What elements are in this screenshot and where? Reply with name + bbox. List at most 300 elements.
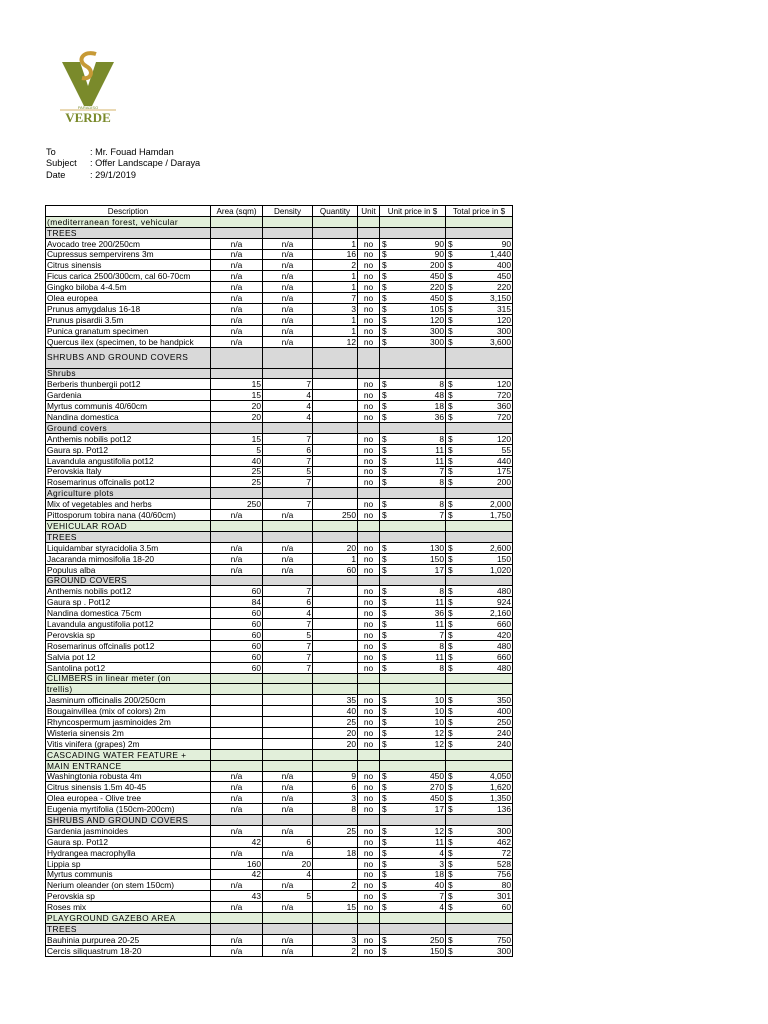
empty-cell	[358, 749, 380, 760]
item-area: n/a	[211, 238, 263, 249]
price-value: 2,000	[490, 499, 511, 510]
item-density: n/a	[263, 325, 313, 336]
meta-value: : Mr. Fouad Hamdan	[90, 147, 174, 157]
currency-symbol: $	[382, 238, 387, 249]
item-area: n/a	[211, 564, 263, 575]
table-row	[46, 804, 513, 815]
empty-cell	[313, 913, 358, 924]
item-area: 43	[211, 891, 263, 902]
logo-text: VERDE	[65, 110, 111, 124]
item-area: 15	[211, 390, 263, 401]
item-description: Rosemarinus offcinalis pot12	[46, 640, 211, 651]
price-value: 18	[434, 869, 444, 880]
empty-cell	[380, 749, 446, 760]
table-row	[46, 891, 513, 902]
currency-symbol: $	[382, 618, 387, 629]
currency-symbol: $	[382, 379, 387, 390]
item-total-price	[446, 804, 513, 815]
item-total-price	[446, 412, 513, 423]
item-unit-price	[380, 390, 446, 401]
empty-cell	[358, 216, 380, 227]
item-description: Prunus amygdalus 16-18	[46, 304, 211, 315]
table-row	[46, 629, 513, 640]
item-description: Gaura sp. Pot12	[46, 444, 211, 455]
item-unit-price	[380, 836, 446, 847]
item-total-price	[446, 444, 513, 455]
price-value: 150	[430, 945, 444, 956]
item-quantity	[313, 477, 358, 488]
item-quantity: 20	[313, 542, 358, 553]
currency-symbol: $	[448, 804, 453, 815]
empty-cell	[263, 216, 313, 227]
empty-cell	[211, 227, 263, 238]
item-density: n/a	[263, 804, 313, 815]
item-description: Washingtonia robusta 4m	[46, 771, 211, 782]
company-logo	[46, 50, 130, 124]
section-label: TREES	[46, 924, 211, 935]
currency-symbol: $	[448, 303, 453, 314]
item-quantity: 6	[313, 782, 358, 793]
empty-cell	[313, 368, 358, 379]
table-row	[46, 477, 513, 488]
section-label: PLAYGROUND GAZEBO AREA	[46, 913, 211, 924]
price-value: 3,150	[490, 293, 511, 304]
section-label: TREES	[46, 531, 211, 542]
item-area: 60	[211, 651, 263, 662]
item-unit: no	[358, 662, 380, 673]
empty-cell	[358, 347, 380, 368]
item-description: Hydrangea macrophylla	[46, 847, 211, 858]
item-density: n/a	[263, 934, 313, 945]
currency-symbol: $	[448, 706, 453, 717]
item-total-price	[446, 564, 513, 575]
item-quantity	[313, 836, 358, 847]
currency-symbol: $	[382, 444, 387, 455]
item-quantity: 16	[313, 249, 358, 260]
price-value: 175	[497, 466, 511, 477]
section-label: trellis)	[46, 684, 211, 695]
item-unit: no	[358, 304, 380, 315]
currency-symbol: $	[448, 271, 453, 282]
item-unit-price	[380, 379, 446, 390]
item-total-price	[446, 629, 513, 640]
price-value: 300	[497, 325, 511, 336]
item-density: 7	[263, 455, 313, 466]
currency-symbol: $	[382, 727, 387, 738]
price-value: 120	[430, 314, 444, 325]
price-value: 36	[434, 608, 444, 619]
empty-cell	[313, 575, 358, 586]
item-total-price	[446, 945, 513, 956]
price-value: 36	[434, 412, 444, 423]
price-value: 11	[435, 444, 444, 455]
price-value: 4	[439, 847, 444, 858]
item-unit-price	[380, 804, 446, 815]
price-value: 240	[497, 727, 511, 738]
price-value: 55	[501, 444, 511, 455]
item-quantity	[313, 412, 358, 423]
item-description: Jacaranda mimosifolia 18-20	[46, 553, 211, 564]
currency-symbol: $	[382, 433, 387, 444]
item-unit-price	[380, 706, 446, 717]
currency-symbol: $	[382, 390, 387, 401]
item-area: 60	[211, 586, 263, 597]
section-label: CLIMBERS in linear meter (on	[46, 673, 211, 684]
item-unit: no	[358, 858, 380, 869]
item-density: n/a	[263, 304, 313, 315]
currency-symbol: $	[448, 542, 453, 553]
price-value: 72	[501, 847, 511, 858]
section-label: VEHICULAR ROAD	[46, 521, 211, 532]
subsection-row	[46, 575, 513, 586]
currency-symbol: $	[448, 727, 453, 738]
price-value: 301	[497, 891, 511, 902]
price-value: 130	[430, 542, 444, 553]
currency-symbol: $	[382, 412, 387, 423]
currency-symbol: $	[448, 618, 453, 629]
item-unit-price	[380, 336, 446, 347]
currency-symbol: $	[382, 586, 387, 597]
item-quantity: 2	[313, 945, 358, 956]
item-unit: no	[358, 793, 380, 804]
item-description: Citrus sinensis 1.5m 40-45	[46, 782, 211, 793]
currency-symbol: $	[448, 869, 453, 880]
price-value: 8	[439, 499, 444, 510]
currency-symbol: $	[448, 293, 453, 304]
item-area	[211, 695, 263, 706]
table-row	[46, 379, 513, 390]
price-value: 10	[434, 716, 444, 727]
item-density: 5	[263, 629, 313, 640]
item-total-price	[446, 934, 513, 945]
item-area: n/a	[211, 782, 263, 793]
price-value: 250	[430, 934, 444, 945]
item-description: Liquidambar styracidolia 3.5m	[46, 542, 211, 553]
item-unit-price	[380, 662, 446, 673]
currency-symbol: $	[448, 499, 453, 510]
item-total-price	[446, 869, 513, 880]
item-total-price	[446, 880, 513, 891]
item-unit: no	[358, 433, 380, 444]
currency-symbol: $	[448, 880, 453, 891]
item-density: n/a	[263, 542, 313, 553]
item-density: 7	[263, 379, 313, 390]
item-total-price	[446, 640, 513, 651]
item-density: 6	[263, 836, 313, 847]
price-value: 17	[434, 804, 444, 815]
item-total-price	[446, 314, 513, 325]
empty-cell	[263, 684, 313, 695]
empty-cell	[211, 924, 263, 935]
item-total-price	[446, 553, 513, 564]
currency-symbol: $	[382, 314, 387, 325]
currency-symbol: $	[448, 640, 453, 651]
currency-symbol: $	[448, 771, 453, 782]
item-description: Rosemarinus offcinalis pot12	[46, 477, 211, 488]
item-quantity: 20	[313, 738, 358, 749]
item-total-price	[446, 304, 513, 315]
item-unit-price	[380, 260, 446, 271]
currency-symbol: $	[382, 662, 387, 673]
item-description: Populus alba	[46, 564, 211, 575]
currency-symbol: $	[382, 336, 387, 347]
section-label: Agriculture plots	[46, 488, 211, 499]
item-total-price	[446, 782, 513, 793]
empty-cell	[380, 684, 446, 695]
item-area: n/a	[211, 510, 263, 521]
item-density: n/a	[263, 771, 313, 782]
currency-symbol: $	[382, 716, 387, 727]
price-value: 750	[497, 934, 511, 945]
item-unit-price	[380, 619, 446, 630]
item-density: n/a	[263, 825, 313, 836]
item-area: n/a	[211, 804, 263, 815]
price-value: 450	[497, 271, 511, 282]
column-header: Unit price in $	[380, 206, 446, 217]
item-total-price	[446, 455, 513, 466]
item-quantity: 20	[313, 727, 358, 738]
empty-cell	[446, 673, 513, 684]
item-area	[211, 738, 263, 749]
item-unit: no	[358, 466, 380, 477]
empty-cell	[263, 673, 313, 684]
table-row	[46, 444, 513, 455]
item-density: 6	[263, 597, 313, 608]
item-quantity	[313, 619, 358, 630]
currency-symbol: $	[382, 793, 387, 804]
item-density	[263, 706, 313, 717]
currency-symbol: $	[382, 510, 387, 521]
section-label: Shrubs	[46, 368, 211, 379]
subsection-row	[46, 423, 513, 434]
item-density: 7	[263, 651, 313, 662]
price-value: 8	[439, 433, 444, 444]
item-quantity	[313, 444, 358, 455]
table-row	[46, 586, 513, 597]
item-quantity	[313, 379, 358, 390]
item-total-price	[446, 433, 513, 444]
quotation-table	[45, 205, 513, 957]
item-area: n/a	[211, 793, 263, 804]
item-unit-price	[380, 771, 446, 782]
currency-symbol: $	[382, 825, 387, 836]
item-unit: no	[358, 499, 380, 510]
table-row	[46, 858, 513, 869]
section-label: (mediterranean forest, vehicular	[46, 216, 211, 227]
table-row	[46, 825, 513, 836]
item-total-price	[446, 662, 513, 673]
empty-cell	[358, 227, 380, 238]
item-density: n/a	[263, 510, 313, 521]
item-unit-price	[380, 586, 446, 597]
item-density: n/a	[263, 847, 313, 858]
item-density: n/a	[263, 553, 313, 564]
item-description: Jasminum officinalis 200/250cm	[46, 695, 211, 706]
empty-cell	[313, 227, 358, 238]
price-value: 60	[501, 902, 511, 913]
item-unit: no	[358, 325, 380, 336]
item-density: n/a	[263, 238, 313, 249]
item-unit: no	[358, 945, 380, 956]
item-unit-price	[380, 455, 446, 466]
currency-symbol: $	[382, 293, 387, 304]
item-area: n/a	[211, 271, 263, 282]
item-unit: no	[358, 455, 380, 466]
empty-cell	[313, 488, 358, 499]
item-quantity: 8	[313, 804, 358, 815]
price-value: 8	[439, 662, 444, 673]
currency-symbol: $	[448, 695, 453, 706]
item-description: Olea europea	[46, 293, 211, 304]
item-total-price	[446, 771, 513, 782]
empty-cell	[313, 347, 358, 368]
item-unit: no	[358, 771, 380, 782]
item-unit-price	[380, 858, 446, 869]
empty-cell	[211, 347, 263, 368]
item-unit-price	[380, 466, 446, 477]
price-value: 462	[497, 836, 511, 847]
empty-cell	[446, 227, 513, 238]
item-area: n/a	[211, 304, 263, 315]
item-quantity	[313, 608, 358, 619]
table-header-row	[46, 206, 513, 217]
price-value: 90	[434, 238, 444, 249]
item-total-price	[446, 891, 513, 902]
currency-symbol: $	[448, 433, 453, 444]
item-quantity	[313, 640, 358, 651]
empty-cell	[263, 368, 313, 379]
item-unit: no	[358, 412, 380, 423]
currency-symbol: $	[382, 804, 387, 815]
table-row	[46, 836, 513, 847]
item-description: Santolina pot12	[46, 662, 211, 673]
item-density	[263, 717, 313, 728]
currency-symbol: $	[448, 629, 453, 640]
currency-symbol: $	[382, 902, 387, 913]
empty-cell	[446, 815, 513, 826]
currency-symbol: $	[448, 444, 453, 455]
item-unit-price	[380, 564, 446, 575]
currency-symbol: $	[382, 945, 387, 956]
item-description: Myrtus communis 40/60cm	[46, 401, 211, 412]
item-description: Roses mix	[46, 902, 211, 913]
item-description: Lavandula angustifolia pot12	[46, 619, 211, 630]
empty-cell	[358, 815, 380, 826]
item-quantity: 1	[313, 238, 358, 249]
empty-cell	[380, 227, 446, 238]
table-row	[46, 314, 513, 325]
item-total-price	[446, 510, 513, 521]
item-total-price	[446, 271, 513, 282]
item-quantity	[313, 662, 358, 673]
table-row	[46, 782, 513, 793]
table-row	[46, 934, 513, 945]
table-row	[46, 401, 513, 412]
item-description: Prunus pisardii 3.5m	[46, 314, 211, 325]
item-description: Ficus carica 2500/300cm, cal 60-70cm	[46, 271, 211, 282]
empty-cell	[263, 488, 313, 499]
price-value: 420	[497, 629, 511, 640]
item-unit: no	[358, 282, 380, 293]
price-value: 528	[497, 858, 511, 869]
item-description: Punica granatum specimen	[46, 325, 211, 336]
empty-cell	[380, 760, 446, 771]
currency-symbol: $	[448, 902, 453, 913]
price-value: 480	[497, 586, 511, 597]
item-density: n/a	[263, 271, 313, 282]
currency-symbol: $	[382, 564, 387, 575]
currency-symbol: $	[448, 716, 453, 727]
table-row	[46, 771, 513, 782]
item-unit-price	[380, 499, 446, 510]
item-quantity	[313, 891, 358, 902]
item-area: 25	[211, 466, 263, 477]
currency-symbol: $	[382, 640, 387, 651]
price-value: 7	[439, 466, 444, 477]
item-quantity: 2	[313, 260, 358, 271]
price-value: 400	[497, 260, 511, 271]
table-row	[46, 847, 513, 858]
item-description: Gingko biloba 4-4.5m	[46, 282, 211, 293]
item-unit: no	[358, 608, 380, 619]
table-row	[46, 466, 513, 477]
item-density: 4	[263, 869, 313, 880]
currency-symbol: $	[448, 553, 453, 564]
item-density: n/a	[263, 793, 313, 804]
currency-symbol: $	[382, 771, 387, 782]
empty-cell	[211, 673, 263, 684]
empty-cell	[211, 815, 263, 826]
currency-symbol: $	[382, 858, 387, 869]
table-row	[46, 499, 513, 510]
item-density: 20	[263, 858, 313, 869]
item-total-price	[446, 282, 513, 293]
item-quantity: 9	[313, 771, 358, 782]
price-value: 120	[497, 314, 511, 325]
item-density: n/a	[263, 336, 313, 347]
price-value: 220	[430, 282, 444, 293]
item-unit-price	[380, 891, 446, 902]
item-description: Eugenia myrtifolia (150cm-200cm)	[46, 804, 211, 815]
item-total-price	[446, 293, 513, 304]
price-value: 11	[435, 618, 444, 629]
item-quantity: 35	[313, 695, 358, 706]
item-unit: no	[358, 891, 380, 902]
currency-symbol: $	[382, 542, 387, 553]
item-description: Bauhinia purpurea 20-25	[46, 934, 211, 945]
price-value: 350	[497, 695, 511, 706]
item-unit: no	[358, 293, 380, 304]
item-quantity	[313, 597, 358, 608]
item-quantity: 1	[313, 553, 358, 564]
price-value: 10	[434, 706, 444, 717]
currency-symbol: $	[448, 282, 453, 293]
price-value: 450	[430, 793, 444, 804]
item-area: 60	[211, 629, 263, 640]
currency-symbol: $	[448, 825, 453, 836]
item-unit: no	[358, 619, 380, 630]
table-row	[46, 304, 513, 315]
empty-cell	[313, 760, 358, 771]
price-value: 1,020	[490, 564, 511, 575]
empty-cell	[446, 684, 513, 695]
price-value: 136	[497, 804, 511, 815]
table-row	[46, 608, 513, 619]
section-label: TREES	[46, 227, 211, 238]
item-area	[211, 717, 263, 728]
item-unit: no	[358, 510, 380, 521]
table-row	[46, 662, 513, 673]
